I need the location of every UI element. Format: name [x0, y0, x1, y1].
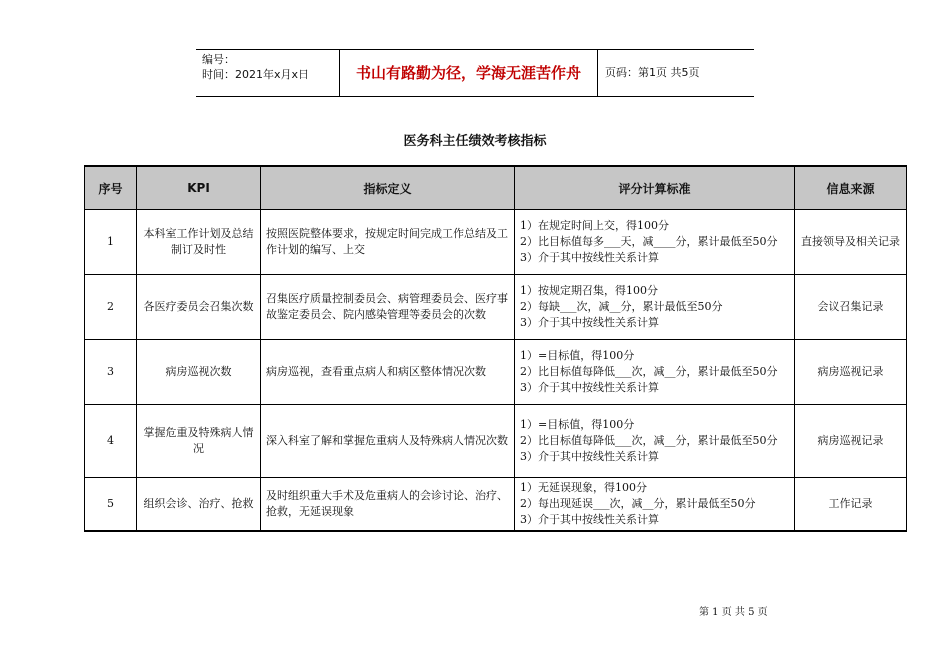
cell-kpi: 病房巡视次数	[137, 340, 261, 405]
column-header-kpi: KPI	[137, 166, 261, 210]
cell-no: 5	[85, 478, 137, 532]
scoring-line: 1）无延误现象，得100分	[520, 481, 647, 494]
table-row	[85, 275, 907, 340]
cell-definition: 及时组织重大手术及危重病人的会诊讨论、治疗、抢救，无延误现象	[261, 478, 515, 532]
header-motto: 书山有路勤为径，学海无涯苦作舟	[339, 50, 598, 96]
cell-definition: 深入科室了解和掌握危重病人及特殊病人情况次数	[261, 405, 515, 478]
cell-source: 工作记录	[795, 478, 907, 532]
scoring-line: 1）=目标值，得100分	[520, 349, 635, 362]
page-footer: 第 1 页 共 5 页	[699, 607, 768, 618]
column-header-scoring: 评分计算标准	[515, 166, 795, 210]
document-number-label: 编号：	[202, 53, 235, 66]
cell-scoring	[515, 478, 795, 532]
cell-scoring	[515, 210, 795, 275]
cell-kpi: 各医疗委员会召集次数	[137, 275, 261, 340]
table-row	[85, 210, 907, 275]
scoring-line: 2）比目标值每降低___次，减__分，累计最低至50分	[520, 434, 778, 447]
cell-scoring	[515, 275, 795, 340]
scoring-line: 3）介于其中按线性关系计算	[520, 381, 659, 394]
table-row	[85, 478, 907, 532]
cell-source: 病房巡视记录	[795, 405, 907, 478]
scoring-line: 2）比目标值每降低___次，减__分，累计最低至50分	[520, 365, 778, 378]
column-header-no: 序号	[85, 166, 137, 210]
header-page-label: 页码：第1页 共5页	[605, 66, 700, 79]
cell-definition: 召集医疗质量控制委员会、病管理委员会、医疗事故鉴定委员会、院内感染管理等委员会的次数	[261, 275, 515, 340]
cell-scoring	[515, 340, 795, 405]
scoring-line: 1）=目标值，得100分	[520, 418, 635, 431]
cell-no: 3	[85, 340, 137, 405]
cell-scoring	[515, 405, 795, 478]
table-row	[85, 405, 907, 478]
header-left	[196, 50, 336, 98]
cell-source: 直接领导及相关记录	[795, 210, 907, 275]
cell-no: 4	[85, 405, 137, 478]
table-header-row	[85, 166, 907, 210]
scoring-line: 1）按规定期召集，得100分	[520, 284, 658, 297]
document-header	[196, 49, 754, 97]
cell-no: 2	[85, 275, 137, 340]
column-header-definition: 指标定义	[261, 166, 515, 210]
cell-source: 病房巡视记录	[795, 340, 907, 405]
cell-kpi: 组织会诊、治疗、抢救	[137, 478, 261, 532]
page-title: 医务科主任绩效考核指标	[403, 134, 547, 149]
cell-kpi: 本科室工作计划及总结制订及时性	[137, 210, 261, 275]
scoring-line: 3）介于其中按线性关系计算	[520, 316, 659, 329]
scoring-line: 2）每出现延误___次，减__分，累计最低至50分	[520, 497, 756, 510]
column-header-source: 信息来源	[795, 166, 907, 210]
document-time-label: 时间：2021年x月x日	[202, 68, 310, 81]
scoring-line: 2）每缺___次，减__分，累计最低至50分	[520, 300, 723, 313]
scoring-line: 2）比目标值每多___天，减____分，累计最低至50分	[520, 235, 778, 248]
scoring-line: 3）介于其中按线性关系计算	[520, 513, 659, 526]
cell-no: 1	[85, 210, 137, 275]
scoring-line: 3）介于其中按线性关系计算	[520, 251, 659, 264]
scoring-line: 3）介于其中按线性关系计算	[520, 450, 659, 463]
cell-definition: 病房巡视，查看重点病人和病区整体情况次数	[261, 340, 515, 405]
kpi-table	[84, 165, 907, 532]
cell-source: 会议召集记录	[795, 275, 907, 340]
table-row	[85, 340, 907, 405]
cell-definition: 按照医院整体要求，按规定时间完成工作总结及工作计划的编写、上交	[261, 210, 515, 275]
cell-kpi: 掌握危重及特殊病人情况	[137, 405, 261, 478]
scoring-line: 1）在规定时间上交，得100分	[520, 219, 669, 232]
